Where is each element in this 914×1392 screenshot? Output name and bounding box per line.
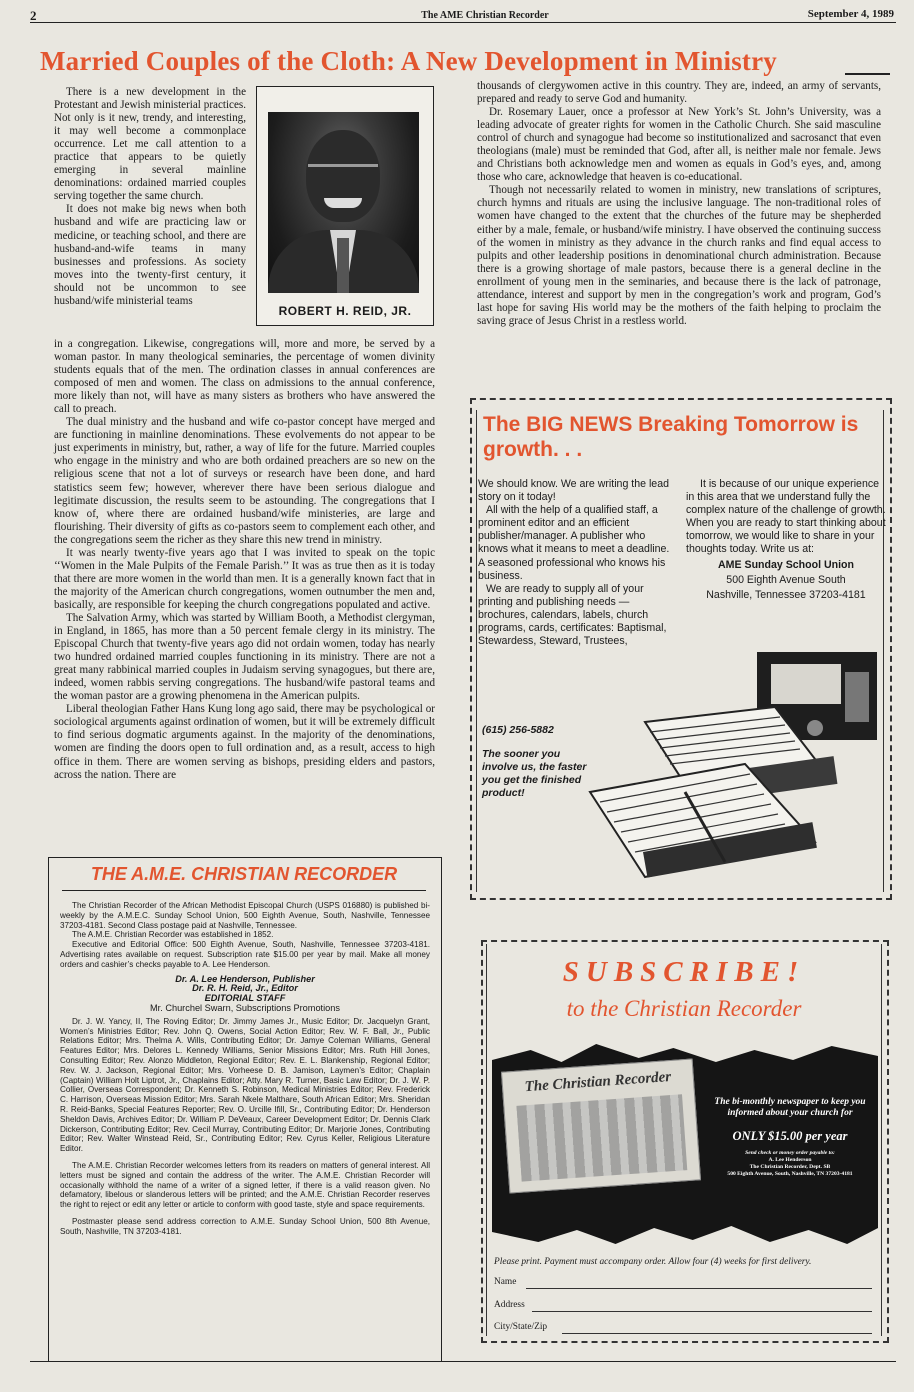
issue-date: September 4, 1989	[807, 8, 894, 20]
newspaper-stack-illustration	[575, 652, 880, 890]
author-photo	[268, 112, 419, 293]
ad-paragraph: We are ready to supply all of your printing and publishing needs — brochures, calendars, labels, church programs, cards, certificates: Baptismal, Stewardess, Steward, Trustees,	[478, 582, 667, 648]
letters-policy: The A.M.E. Christian Recorder welcomes letters from its readers on matters of general interest. All letters must be signed and contain the address of the writer. The A.M.E. Christian Recorder will occasionally withhold the name of a writer of a signed letter, if there is a valid reason given. No defamatory, libelous or slanderous letters will be printed; and the A.M.E. Christian Recorder reserves the right to reject or edit any letter or article to conform with good taste, style and space requirements.	[60, 1160, 430, 1210]
newspaper-thumbnail	[501, 1058, 701, 1193]
ad-tagline: The sooner you involve us, the faster you get the finished product!	[482, 748, 587, 799]
city-state-zip-field[interactable]	[562, 1333, 872, 1334]
printing-ad-column-2	[686, 478, 886, 602]
article-paragraph: The dual ministry and the husband and wife co-pastor concept have merged and are functioning in mainline denominations. These evolvements do not appear to be just experiments in ministry, but, rather, a way of life for the future. Married couples who engage in the ministry and who are both ordained preachers are so new on the religious scene that not a lot of surveys or research have been done, and hard statistics seem few; however, wherever there have been serious dialogue and legitimate discussion, the results seem to be astounding. The congregations that I know of, where there are ordained husband/wife ministeries, are large and flourishing. Their diversity of gifts as co-pastors seem to complement each other, and the congregations seem the richer as they share this new trend in ministry.	[54, 416, 435, 546]
article-paragraph: It does not make big news when both husband and wife are practicing law or medicine, or teaching school, and there are husband-and-wife teams in many businesses and professions. As society moves into the twenty-first century, it should not be uncommon to see husband/wife ministerial teams	[54, 203, 246, 307]
ad-paragraph: It is because of our unique experience in this area that we understand fully the complex nature of the challenge of growth. When you are ready to start thinking about tomorrow, we would like to share in your thoughts today. Write us at:	[686, 478, 886, 556]
page-number: 2	[30, 8, 37, 23]
ad-address-name: AME Sunday School Union	[718, 558, 854, 571]
send-instructions: Send check or money order payable to:	[745, 1150, 835, 1156]
photo-caption: ROBERT H. REID, JR.	[278, 304, 412, 318]
address-field[interactable]	[532, 1311, 872, 1312]
running-title: The AME Christian Recorder	[421, 10, 549, 21]
editor-line: Dr. R. H. Reid, Jr., Editor	[192, 983, 298, 994]
article-paragraph: There is a new development in the Protestant and Jewish ministerial practices. Not only is it new, trendy, and interesting, it may well become a commonplace occurrence. Let me call attention to a practice that appears to be quietly emerging in several mainline denominations: ordained married couples serving together the same church.	[54, 86, 246, 203]
publisher-line: Dr. A. Lee Henderson, Publisher	[175, 973, 315, 984]
article-paragraph: It was nearly twenty-five years ago that I was invited to speak on the topic ‘‘Women in the Male Pulpits of the Female Parish.’’ It was as true then as it is today that there are more women in the world than men. It is a generally known fact that in the majority of the American church congregations, women outnumber the men and, basically, are responsible for keeping the church congregations populated and active.	[54, 546, 435, 611]
address-field-label: Address	[494, 1300, 525, 1310]
article-paragraph: Liberal theologian Father Hans Kung long ago said, there may be psychological or sociological arguments against ordination of women, but it will be extremely difficult to find serious dogmatic arguments against. In the majority of the denominations, women are finding the doors open to full ordination and, as a result, access to high office in them. There are women serving as bishops, presiding elders and pastors, across the nation. There are	[54, 703, 435, 781]
article-paragraph: Dr. Rosemary Lauer, once a professor at New York’s St. John’s University, was a leading advocate of greater rights for women in the Catholic Church. She said masculine control of church and synagogue had become so institutionalized and sacrosanct that even theologians (male) must be reminded that God, after all, is neither male nor female. Jews and Christians both acknowledge men and women as equals in God’s eyes, and, among those who care, acknowledge that heaven is co-educational.	[477, 106, 881, 184]
masthead-paragraph: Executive and Editorial Office: 500 Eighth Avenue, South, Nashville, Tennessee 37203-4181. Advertising rates available on request. Subscription rate $15.00 per year by mail. Make all money orders and cashier’s checks payable to A. Lee Henderson.	[60, 940, 430, 969]
name-field[interactable]	[526, 1288, 872, 1289]
subscribe-title: SUBSCRIBE!	[562, 956, 806, 988]
postmaster-note: Postmaster please send address correction to A.M.E. Sunday School Union, 500 8th Avenue, South, Nashville, TN 37203-4181.	[60, 1216, 430, 1236]
printing-ad-headline: The BIG NEWS Breaking Tomorrow is growth. . .	[483, 413, 859, 461]
subscribe-subtitle: to the Christian Recorder	[566, 996, 802, 1021]
ad-address-street: 500 Eighth Avenue South	[726, 573, 846, 586]
article-column-1	[54, 338, 435, 782]
name-field-label: Name	[494, 1277, 517, 1287]
article-paragraph: The Salvation Army, which was started by William Booth, a Methodist clergyman, in England, in 1865, has more than a 50 percent female clergy in its ministry. The Episcopal Church that twenty-five years ago did not ordain women, today has nearly two hundred ordained married couples functioning in its ministry. There are not a great many rabbinical married couples in Judaism serving synagogues, but there are, indeed, women rabbis serving congregations. The husband/wife pastoral teams and the woman pastor are a growing phenomena in the American pulpits.	[54, 611, 435, 703]
header-rule	[30, 22, 896, 23]
article-column-2	[477, 80, 881, 328]
editorial-staff-label: EDITORIAL STAFF	[204, 993, 286, 1004]
newspaper-thumbnail-photo	[516, 1094, 687, 1181]
masthead-paragraph: The A.M.E. Christian Recorder was established in 1852.	[72, 930, 274, 940]
payee: A. Lee Henderson	[768, 1157, 812, 1163]
subscribe-mailing-info	[700, 1150, 880, 1178]
article-paragraph: Though not necessarily related to women in ministry, new translations of scriptures, church hymns and rituals are using the inclusive language. The non-traditional roles of women have changed to the extent that the churches of the future may be shepherded either by a male, female, or husband/wife ministry. I have observed the continuing success of the women in ministry as they advance in the church ranks and find equal access to pulpits and other leadership positions in denominational church administration. Because there is a growing shortage of male pastors, because there is a general decline in the enrollment of young men in the seminaries, and because there is the lack of patronage, attendance, interest and support by men in the congregation’s work and program, God’s last hope for saving His world may be the mothers of the faith helping to proclaim the saving grace of Jesus Christ in a restless world.	[477, 184, 881, 327]
mailing-address: 500 Eighth Avenue, South, Nashville, TN 37203-4181	[727, 1171, 853, 1177]
ad-address-city: Nashville, Tennessee 37203-4181	[706, 588, 866, 601]
subscribe-description: The bi-monthly newspaper to keep you informed about your church for	[714, 1097, 866, 1118]
order-note: Please print. Payment must accompany order. Allow four (4) weeks for first delivery.	[494, 1257, 812, 1267]
article-paragraph: thousands of clergywomen active in this country. They are, indeed, an army of servants, prepared and ready to serve God and humanity.	[477, 80, 881, 106]
ad-paragraph: We should know. We are writing the lead story on it today!	[478, 478, 669, 504]
footer-rule	[30, 1361, 896, 1362]
ad-paragraph: All with the help of a qualified staff, a prominent editor and an efficient publisher/manager. A publisher who knows what it means to meet a deadline. A seasoned professional who knows his business.	[478, 504, 670, 582]
department: The Christian Recorder, Dept. SB	[749, 1164, 831, 1170]
promotions-line: Mr. Churchel Swarn, Subscriptions Promotions	[150, 1002, 340, 1013]
city-state-zip-field-label: City/State/Zip	[494, 1322, 548, 1332]
article-paragraph: in a congregation. Likewise, congregations will, more and more, be served by a woman pastor. In many theological seminaries, the percentage of women divinity students equals that of the men. The ordination classes in annual conferences are composed of men and women. The class on admissions to the annual conference, more likely than not, will have as many sisters as brothers who have answered the call to preach.	[54, 338, 435, 416]
article-headline: Married Couples of the Cloth: A New Development in Ministry	[40, 46, 777, 76]
headline-rule	[845, 73, 890, 75]
masthead-title: THE A.M.E. CHRISTIAN RECORDER	[90, 864, 398, 884]
printing-ad-column-1	[478, 478, 676, 648]
masthead-rule	[62, 890, 426, 891]
article-column-1-top	[54, 86, 246, 308]
masthead-paragraph: The Christian Recorder of the African Methodist Episcopal Church (USPS 016880) is published bi-weekly by the A.M.E.C. Sunday School Union, 500 Eighth Avenue, South, Nashville, Tennessee 37203-4181. Second Class postage paid at Nashville, Tennessee.	[60, 901, 430, 930]
masthead-text	[60, 901, 430, 1237]
staff-list: Dr. J. W. Yancy, II, The Roving Editor; Dr. Jimmy James Jr., Music Editor; Dr. Jacquelyn Grant, Women’s Ministries Editor; Rev. John Q. Owens, Social Action Editor; Rev. W. F. Ball, Jr., Public Relations Editor; Mrs. Thelma A. Wills, Contributing Editor; Dr. Jamye Coleman Williams, General Features Editor; Mrs. Delores L. Kennedy Williams, Senior Missions Editor; Mrs. Ruth Hill Jones, Consulting Editor; Rev. Alonzo Middleton, Regional Editor; Rev. E. L. Blankenship, Regional Editor; Rev. W. J. Jackson, Regional Editor; Mrs. Vorheese D. B. Jamison, Laymen’s Editor; Chaplain (Captain) William Holt Liptrot, Jr., Chaplains Editor; Atty. Mary R. Turner, Basic Law Editor; Dr. J. W. P. Collier, Overseas Correspondent; Dr. Kenneth S. Robinson, Medical Ministries Editor; Rev. Frederick C. Harrison, Overseas Mission Editor; Mrs. Sarah Nkele Malthare, South African Editor; Mrs. Sheridan R. Reid-Banks, Special Features Reporter; Rev. O. Urcille Ifill, Sr., Contributing Editor; Dr. Henderson Sheldon Davis, Archives Editor; Dr. William P. DeVeaux, Career Development Editor; Dr. Dennis Clark Dickerson, Contributing Editor; Rev. Cecil Murray, Contributing Editor; Dr. Marjorie Jones, Contributing Editor; Rev. Walter Winstead Reid, Sr., Contributing Editor; Rev. Cyrus Keller, Religious Literature Editor.	[60, 1016, 430, 1154]
ad-phone: (615) 256-5882	[482, 724, 554, 736]
newspaper-thumbnail-title: The Christian Recorder	[524, 1069, 672, 1096]
subscribe-price: ONLY $15.00 per year	[732, 1129, 848, 1143]
